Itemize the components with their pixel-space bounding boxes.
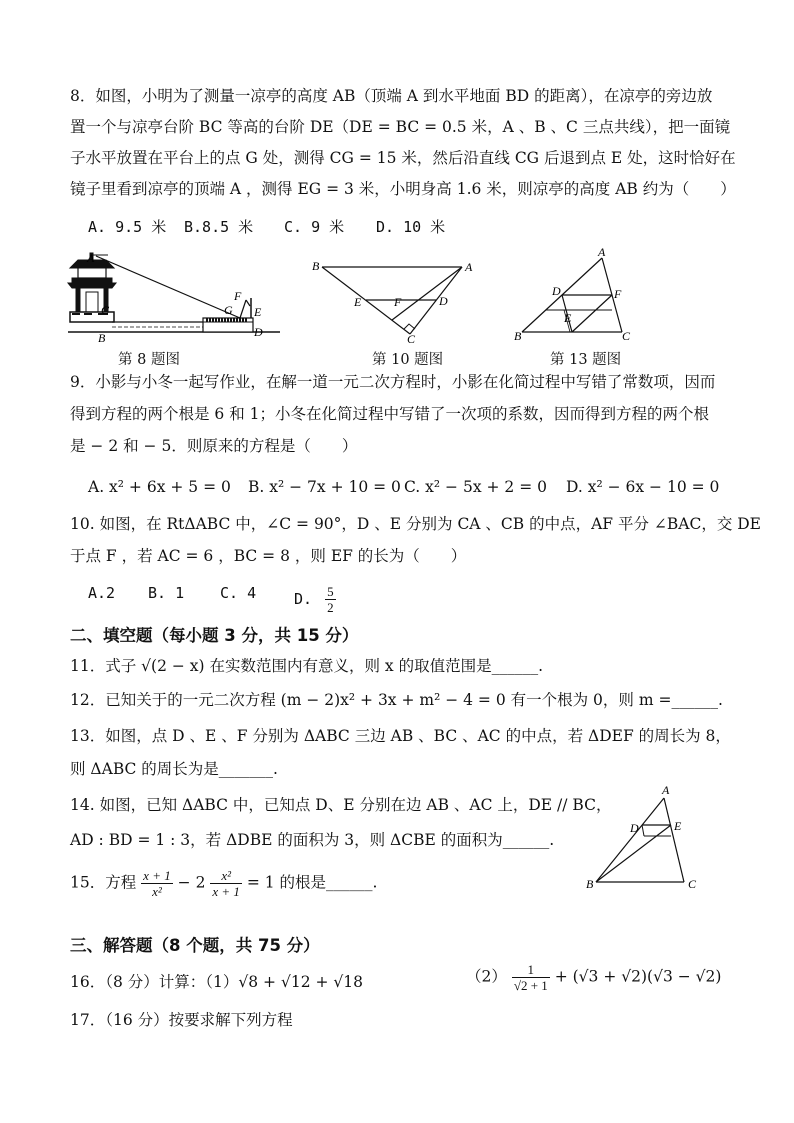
q8-option-b: B.8.5 米	[184, 218, 254, 236]
q10-frac-denominator: 2	[327, 600, 334, 615]
fig13-label-d: D	[552, 284, 561, 298]
q10-option-a: A.2	[88, 584, 116, 602]
q9-line-3: 是 − 2 和 − 5．则原来的方程是（ ）	[70, 437, 358, 455]
q15-fraction-1	[141, 868, 173, 899]
q10-line-1: 10. 如图，在 RtΔABC 中，∠C = 90°，D 、E 分别为 CA 、CB 的中点，AF 平分 ∠BAC，交 DE	[70, 515, 762, 533]
q16-part2-prefix: （2）	[466, 967, 507, 986]
q16-part-1: 16．（8 分）计算：（1）√8 + √12 + √18	[70, 973, 363, 991]
fig8-label-f: F	[234, 289, 242, 303]
q10-option-d-fraction	[325, 584, 336, 615]
q11-text: 11．式子 √(2 − x) 在实数范围内有意义，则 x 的取值范围是______.	[70, 657, 544, 675]
q15-frac1-numerator: x + 1	[143, 868, 171, 883]
figure-14	[584, 783, 704, 892]
q8-line-2: 置一个与凉亭台阶 BC 等高的台阶 DE（DE = BC = 0.5 米，A 、B 、C 三点共线），把一面镜	[70, 118, 731, 136]
fig14-label-c: C	[688, 877, 697, 891]
q15-frac1-denominator: x²	[152, 884, 162, 899]
q15-line	[70, 868, 378, 899]
fig8-caption: 第 8 题图	[118, 352, 180, 368]
fig13-caption: 第 13 题图	[550, 352, 622, 368]
q15-suffix: = 1 的根是______.	[246, 873, 378, 892]
fig13-label-f: F	[614, 287, 622, 301]
q9-line-2: 得到方程的两个根是 6 和 1；小冬在化简过程中写错了一次项的系数，因而得到方程的两个根	[70, 405, 710, 423]
q8-line-4: 镜子里看到凉亭的顶端 A ，测得 EG = 3 米，小明身高 1.6 米，则凉亭的高度 AB 约为（ ）	[70, 180, 736, 198]
q15-fraction-2	[210, 868, 242, 899]
q16-part-2	[466, 962, 721, 993]
fig13-label-e: E	[564, 311, 572, 325]
fig8-label-b: B	[98, 331, 106, 345]
q15-frac2-denominator: x + 1	[212, 884, 240, 899]
q16-part2-suffix: + (√3 + √2)(√3 − √2)	[554, 967, 722, 986]
q16-frac-denominator: √2 + 1	[513, 978, 548, 993]
fig8-label-d: D	[254, 325, 263, 339]
figure-8	[68, 250, 283, 345]
q9-option-a: A. x² + 6x + 5 = 0	[88, 478, 231, 496]
fig14-label-b: B	[586, 877, 594, 891]
q10-option-d	[294, 584, 336, 615]
q9-line-1: 9．小影与小冬一起写作业，在解一道一元二次方程时，小影在化简过程中写错了常数项，因而	[70, 373, 716, 391]
q15-frac2-numerator: x²	[210, 868, 242, 884]
fig8-label-c: C	[101, 303, 110, 317]
q10-option-b: B. 1	[148, 584, 185, 602]
section-2-heading: 二、填空题（每小题 3 分，共 15 分）	[70, 626, 359, 645]
fig10-label-f: F	[394, 295, 402, 309]
fig8-label-a: A	[87, 251, 95, 265]
q9-option-c: C. x² − 5x + 2 = 0	[404, 478, 547, 496]
q10-frac-numerator: 5	[327, 584, 334, 599]
q14-line-1: 14. 如图，已知 ΔABC 中，已知点 D、E 分别在边 AB 、AC 上，DE // BC，	[70, 796, 612, 814]
q12-text: 12．已知关于的一元二次方程 (m − 2)x² + 3x + m² − 4 = 0 有一个根为 0，则 m =______.	[70, 691, 723, 709]
q8-option-c: C. 9 米	[284, 218, 345, 236]
fig13-label-b: B	[514, 329, 522, 343]
fig10-caption: 第 10 题图	[372, 352, 444, 368]
q13-line-1: 13．如图，点 D 、E 、F 分别为 ΔABC 三边 AB 、BC 、AC 的中点，若 ΔDEF 的周长为 8，	[70, 727, 731, 745]
q8-line-3: 子水平放置在平台上的点 G 处，测得 CG = 15 米，然后沿直线 CG 后退到点 E 处，这时恰好在	[70, 149, 736, 167]
q10-line-2: 于点 F ，若 AC = 6 ，BC = 8 ，则 EF 的长为（ ）	[70, 547, 467, 565]
q8-option-d: D. 10 米	[376, 218, 446, 236]
q17-text: 17．（16 分）按要求解下列方程	[70, 1011, 293, 1029]
q10-option-c: C. 4	[220, 584, 257, 602]
q10-option-d-label: D.	[294, 590, 313, 608]
fig10-label-e: E	[354, 295, 362, 309]
fig10-label-d: D	[439, 294, 448, 308]
q15-prefix: 15．方程	[70, 873, 137, 892]
q9-option-b: B. x² − 7x + 10 = 0	[248, 478, 401, 496]
section-3-heading: 三、解答题（8 个题，共 75 分）	[70, 936, 320, 955]
fig14-label-a: A	[662, 783, 670, 797]
fig8-label-e: E	[254, 305, 262, 319]
fig13-label-a: A	[598, 245, 606, 259]
q16-fraction	[512, 962, 550, 993]
fig14-label-e: E	[674, 819, 682, 833]
q9-option-d: D. x² − 6x − 10 = 0	[566, 478, 720, 496]
fig10-label-b: B	[312, 259, 320, 273]
fig10-label-a: A	[465, 260, 473, 274]
q13-line-2: 则 ΔABC 的周长为是_______.	[70, 760, 278, 778]
fig8-label-g: G	[224, 303, 233, 317]
q15-mid: − 2	[177, 873, 206, 892]
q8-line-1: 8．如图，小明为了测量一凉亭的高度 AB（顶端 A 到水平地面 BD 的距离），在凉亭的旁边放	[70, 87, 713, 105]
fig13-label-c: C	[622, 329, 631, 343]
q14-line-2: AD : BD = 1 : 3，若 ΔDBE 的面积为 3，则 ΔCBE 的面积为______.	[70, 831, 555, 849]
fig14-label-d: D	[630, 821, 639, 835]
q8-option-a: A. 9.5 米	[88, 218, 167, 236]
q16-frac-numerator: 1	[512, 962, 550, 978]
figure-13	[512, 245, 632, 345]
figure-10	[310, 258, 480, 346]
fig10-label-c: C	[407, 332, 416, 346]
